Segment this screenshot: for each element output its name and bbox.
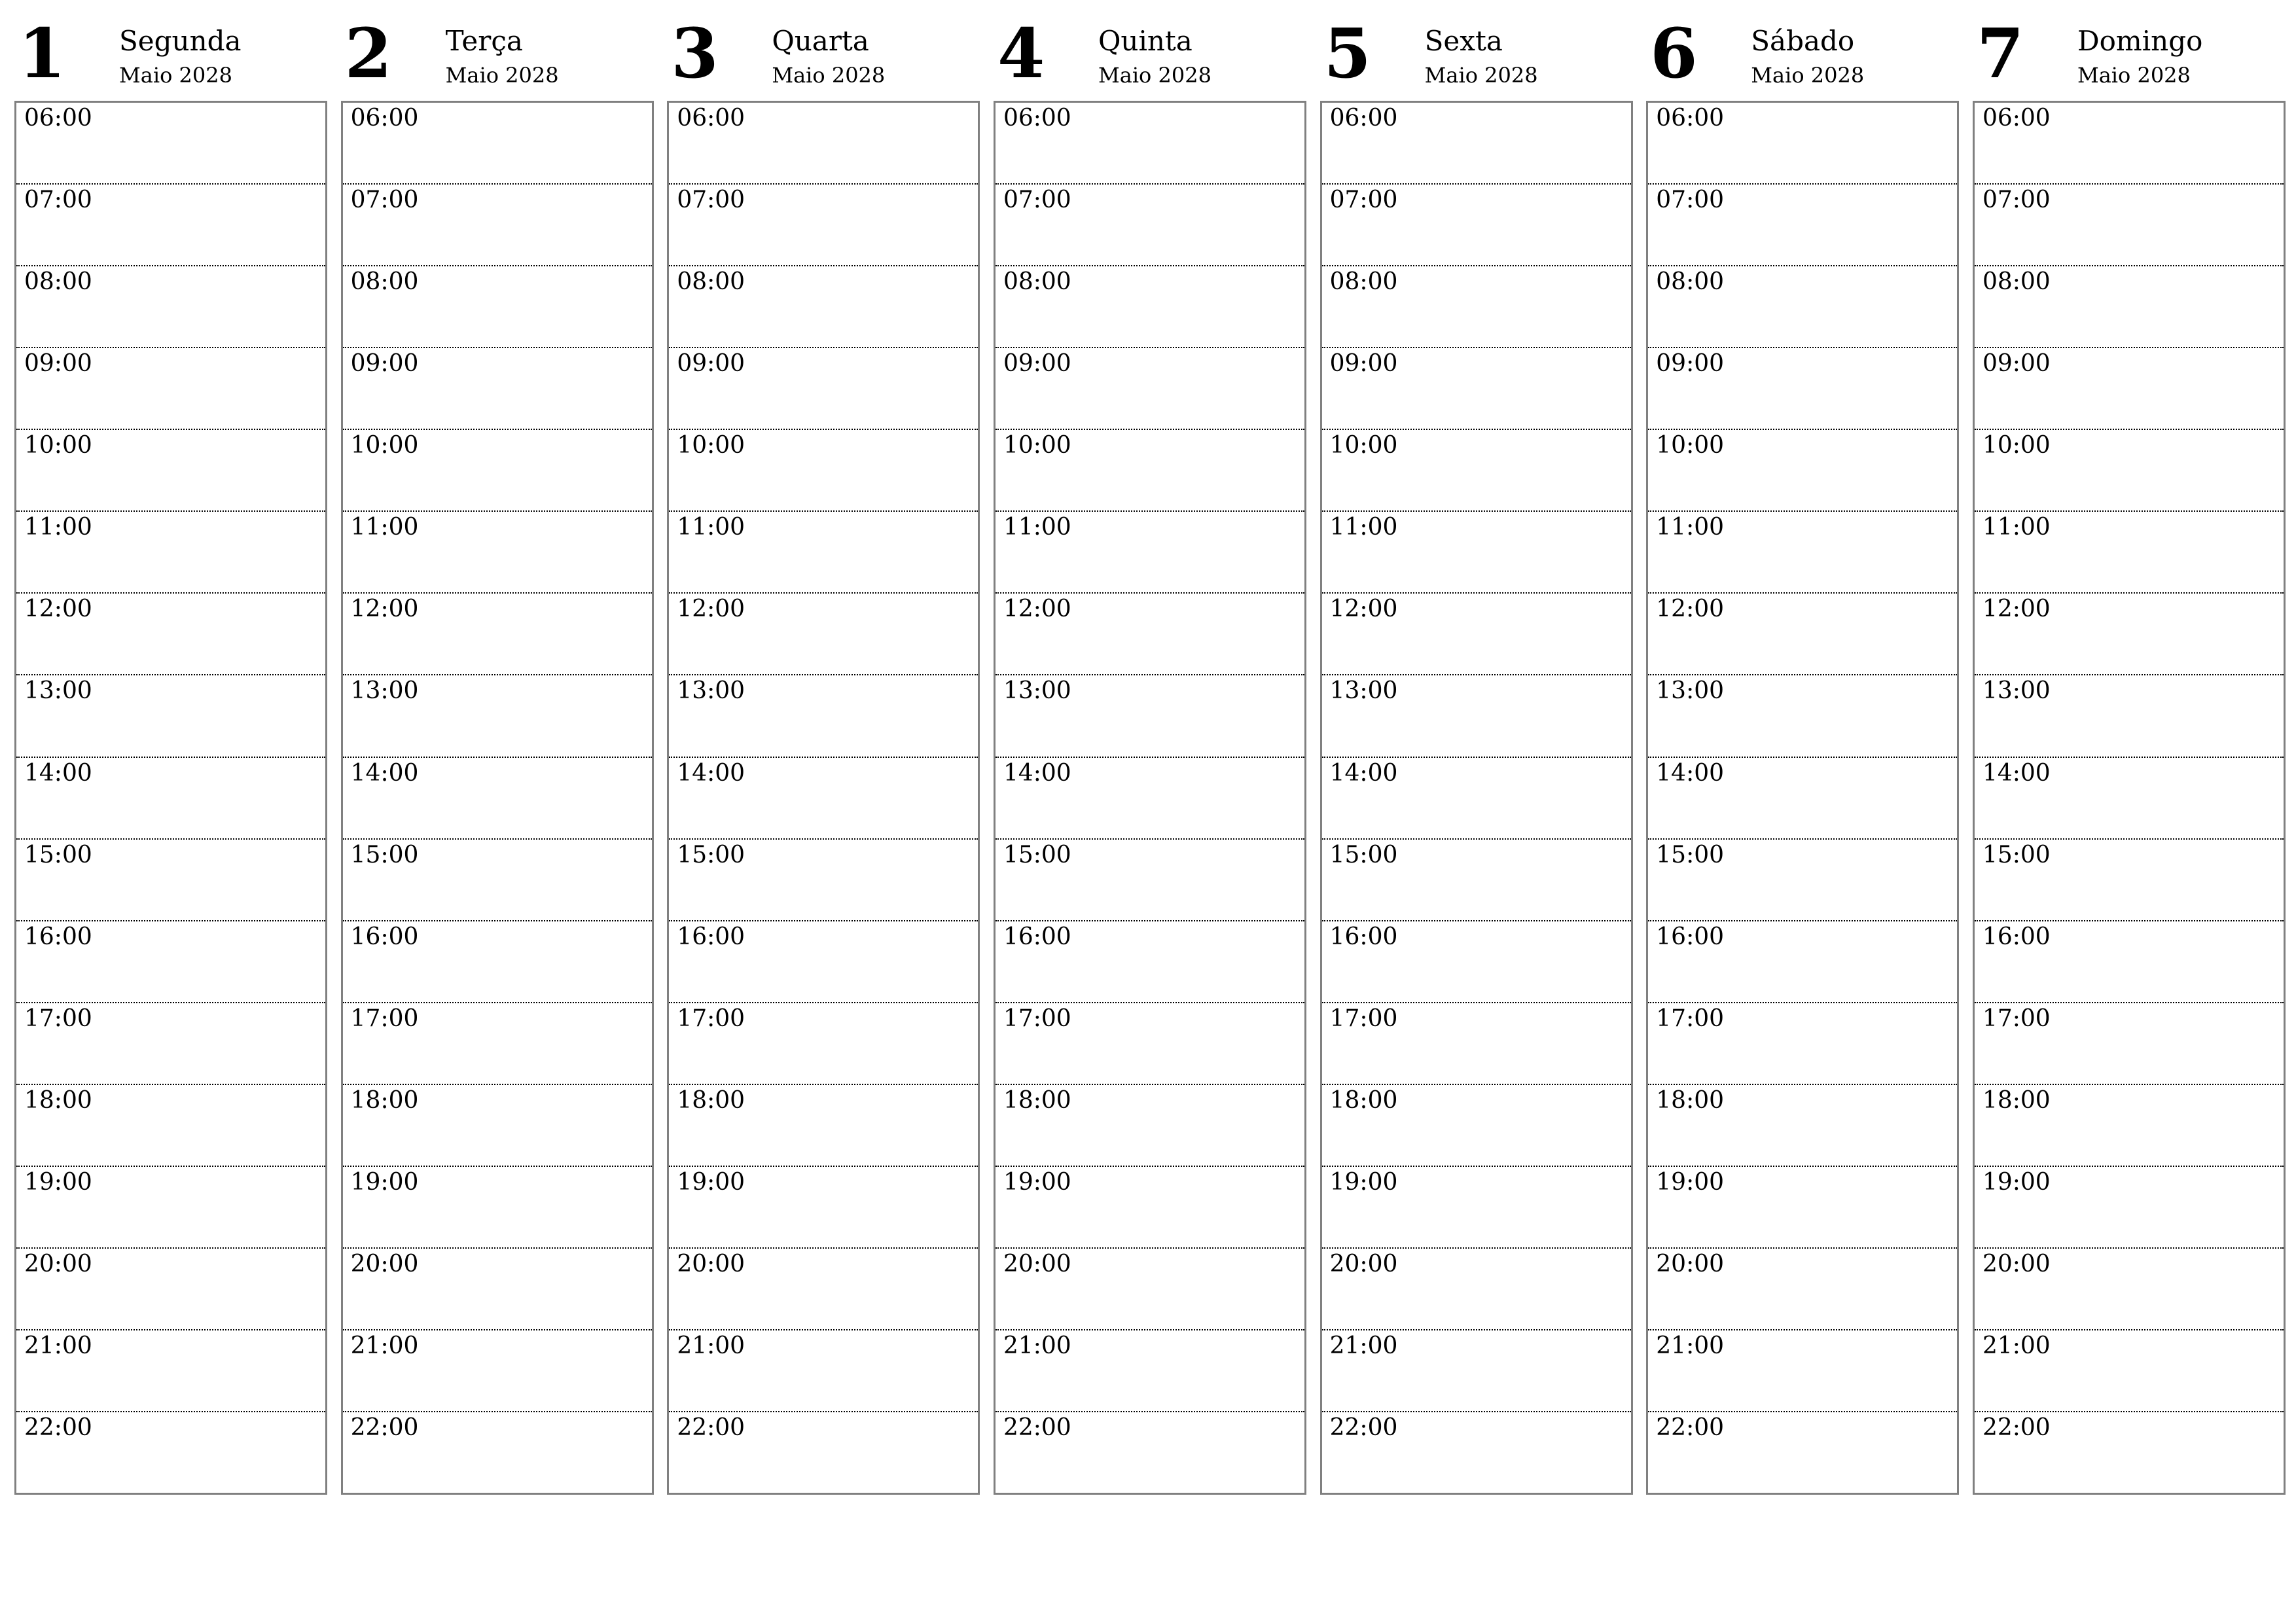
- hour-label: 16:00: [1003, 923, 1071, 950]
- hour-slot: [1648, 594, 1957, 675]
- hour-slot: [343, 1412, 652, 1493]
- hour-slot: [1975, 348, 2284, 430]
- day-number: 2: [344, 13, 393, 94]
- hour-slot: [669, 266, 978, 348]
- hour-label: 19:00: [677, 1168, 745, 1196]
- hour-label: 20:00: [24, 1250, 92, 1277]
- hour-label: 12:00: [350, 596, 419, 623]
- hour-label: 11:00: [1003, 514, 1071, 541]
- hour-label: 11:00: [677, 514, 745, 541]
- day-name: Segunda: [119, 25, 242, 57]
- hour-slot: [343, 348, 652, 430]
- hour-label: 08:00: [24, 268, 92, 296]
- day-schedule: [667, 101, 980, 1495]
- hour-slot: [16, 1085, 325, 1167]
- hour-slot: [1648, 1249, 1957, 1330]
- hour-slot: [1975, 430, 2284, 512]
- hour-slot: [1322, 185, 1631, 266]
- hour-label: 07:00: [24, 187, 92, 214]
- hour-label: 19:00: [1982, 1168, 2051, 1196]
- hour-label: 19:00: [1003, 1168, 1071, 1196]
- hour-slot: [1975, 840, 2284, 921]
- hour-slot: [1975, 512, 2284, 594]
- hour-slot: [1648, 266, 1957, 348]
- day-column: [1973, 13, 2286, 1495]
- hour-label: 08:00: [677, 268, 745, 296]
- hour-slot: [16, 512, 325, 594]
- hour-slot: [1975, 103, 2284, 185]
- hour-label: 22:00: [1982, 1414, 2051, 1441]
- hour-slot: [343, 266, 652, 348]
- day-name: Quinta: [1098, 25, 1193, 57]
- hour-label: 09:00: [677, 350, 745, 378]
- hour-label: 06:00: [1982, 105, 2051, 132]
- hour-slot: [16, 1330, 325, 1412]
- day-month-label: Maio 2028: [1424, 63, 1538, 88]
- hour-label: 13:00: [24, 677, 92, 705]
- day-schedule: [1320, 101, 1633, 1495]
- hour-slot: [343, 921, 652, 1003]
- hour-slot: [1322, 266, 1631, 348]
- hour-label: 21:00: [1003, 1332, 1071, 1359]
- hour-slot: [669, 185, 978, 266]
- hour-label: 09:00: [1656, 350, 1725, 378]
- hour-slot: [1648, 1085, 1957, 1167]
- hour-label: 14:00: [24, 759, 92, 787]
- hour-label: 20:00: [1656, 1250, 1725, 1277]
- hour-label: 06:00: [350, 105, 419, 132]
- hour-label: 14:00: [1329, 759, 1398, 787]
- hour-label: 09:00: [24, 350, 92, 378]
- hour-slot: [1322, 758, 1631, 840]
- hour-slot: [996, 103, 1304, 185]
- hour-label: 16:00: [1329, 923, 1398, 950]
- day-number: 5: [1323, 13, 1371, 94]
- day-schedule: [341, 101, 654, 1495]
- hour-label: 07:00: [1982, 187, 2051, 214]
- hour-slot: [996, 1249, 1304, 1330]
- hour-slot: [1975, 1003, 2284, 1085]
- hour-label: 11:00: [24, 514, 92, 541]
- weekly-planner: [14, 13, 2286, 1495]
- hour-slot: [1648, 840, 1957, 921]
- hour-slot: [343, 430, 652, 512]
- hour-slot: [1322, 675, 1631, 757]
- hour-slot: [16, 758, 325, 840]
- hour-label: 16:00: [1982, 923, 2051, 950]
- hour-label: 17:00: [350, 1005, 419, 1032]
- day-name: Sábado: [1751, 25, 1855, 57]
- hour-slot: [1322, 348, 1631, 430]
- day-header: [341, 13, 654, 101]
- hour-label: 10:00: [1329, 432, 1398, 459]
- hour-label: 12:00: [1656, 596, 1725, 623]
- hour-slot: [669, 675, 978, 757]
- hour-label: 21:00: [24, 1332, 92, 1359]
- hour-slot: [996, 348, 1304, 430]
- hour-slot: [16, 594, 325, 675]
- day-number: 4: [997, 13, 1045, 94]
- hour-slot: [16, 1249, 325, 1330]
- hour-slot: [1975, 1330, 2284, 1412]
- hour-slot: [343, 1085, 652, 1167]
- hour-slot: [996, 430, 1304, 512]
- hour-label: 11:00: [1329, 514, 1398, 541]
- hour-label: 09:00: [1003, 350, 1071, 378]
- hour-label: 07:00: [1656, 187, 1725, 214]
- hour-slot: [343, 185, 652, 266]
- hour-slot: [1975, 921, 2284, 1003]
- hour-label: 08:00: [1329, 268, 1398, 296]
- hour-label: 22:00: [1003, 1414, 1071, 1441]
- hour-label: 13:00: [1329, 677, 1398, 705]
- hour-slot: [669, 840, 978, 921]
- hour-label: 18:00: [1003, 1086, 1071, 1114]
- hour-slot: [1648, 185, 1957, 266]
- hour-label: 20:00: [1982, 1250, 2051, 1277]
- hour-slot: [669, 1249, 978, 1330]
- hour-slot: [996, 512, 1304, 594]
- hour-label: 17:00: [1982, 1005, 2051, 1032]
- hour-label: 11:00: [1982, 514, 2051, 541]
- hour-label: 14:00: [677, 759, 745, 787]
- hour-slot: [996, 266, 1304, 348]
- day-schedule: [14, 101, 327, 1495]
- hour-label: 19:00: [350, 1168, 419, 1196]
- day-column: [1320, 13, 1633, 1495]
- hour-slot: [1322, 1249, 1631, 1330]
- hour-label: 22:00: [350, 1414, 419, 1441]
- day-column: [994, 13, 1306, 1495]
- hour-slot: [1975, 1412, 2284, 1493]
- day-number: 7: [1976, 13, 2024, 94]
- hour-slot: [1648, 430, 1957, 512]
- hour-slot: [1648, 1412, 1957, 1493]
- hour-slot: [996, 675, 1304, 757]
- hour-label: 21:00: [1656, 1332, 1725, 1359]
- hour-label: 20:00: [677, 1250, 745, 1277]
- hour-slot: [1322, 512, 1631, 594]
- hour-slot: [1975, 758, 2284, 840]
- hour-label: 18:00: [677, 1086, 745, 1114]
- day-month-label: Maio 2028: [2077, 63, 2191, 88]
- hour-slot: [1322, 1167, 1631, 1249]
- hour-label: 08:00: [1656, 268, 1725, 296]
- hour-label: 06:00: [1656, 105, 1725, 132]
- hour-slot: [669, 512, 978, 594]
- day-number: 1: [18, 13, 66, 94]
- hour-slot: [1975, 1167, 2284, 1249]
- day-number: 3: [671, 13, 719, 94]
- hour-slot: [343, 594, 652, 675]
- hour-slot: [16, 348, 325, 430]
- hour-slot: [16, 921, 325, 1003]
- day-name: Quarta: [772, 25, 869, 57]
- hour-slot: [1648, 1167, 1957, 1249]
- hour-slot: [1648, 512, 1957, 594]
- day-month-label: Maio 2028: [1751, 63, 1865, 88]
- hour-slot: [996, 1003, 1304, 1085]
- hour-label: 10:00: [677, 432, 745, 459]
- hour-slot: [1975, 594, 2284, 675]
- hour-slot: [343, 758, 652, 840]
- hour-label: 21:00: [1329, 1332, 1398, 1359]
- hour-label: 21:00: [677, 1332, 745, 1359]
- hour-label: 14:00: [1656, 759, 1725, 787]
- hour-label: 07:00: [1329, 187, 1398, 214]
- hour-slot: [996, 921, 1304, 1003]
- hour-label: 19:00: [1656, 1168, 1725, 1196]
- hour-slot: [669, 1003, 978, 1085]
- hour-label: 11:00: [1656, 514, 1725, 541]
- hour-label: 15:00: [1656, 841, 1725, 868]
- hour-slot: [1648, 348, 1957, 430]
- hour-slot: [1322, 840, 1631, 921]
- day-column: [14, 13, 327, 1495]
- day-month-label: Maio 2028: [445, 63, 559, 88]
- day-schedule: [1973, 101, 2286, 1495]
- hour-label: 07:00: [1003, 187, 1071, 214]
- hour-label: 20:00: [350, 1250, 419, 1277]
- hour-slot: [1975, 675, 2284, 757]
- day-name: Terça: [445, 25, 523, 57]
- hour-label: 12:00: [1329, 596, 1398, 623]
- hour-slot: [1322, 1330, 1631, 1412]
- hour-slot: [1322, 430, 1631, 512]
- hour-label: 12:00: [24, 596, 92, 623]
- hour-slot: [996, 594, 1304, 675]
- hour-label: 16:00: [1656, 923, 1725, 950]
- hour-slot: [996, 840, 1304, 921]
- hour-label: 17:00: [1003, 1005, 1071, 1032]
- hour-label: 09:00: [350, 350, 419, 378]
- hour-label: 18:00: [1656, 1086, 1725, 1114]
- day-header: [1973, 13, 2286, 101]
- hour-label: 10:00: [350, 432, 419, 459]
- hour-slot: [343, 675, 652, 757]
- hour-slot: [343, 103, 652, 185]
- hour-label: 17:00: [24, 1005, 92, 1032]
- hour-label: 22:00: [1329, 1414, 1398, 1441]
- hour-slot: [343, 1330, 652, 1412]
- day-month-label: Maio 2028: [119, 63, 232, 88]
- hour-slot: [1322, 1085, 1631, 1167]
- hour-label: 13:00: [1982, 677, 2051, 705]
- day-number: 6: [1650, 13, 1698, 94]
- hour-slot: [1975, 185, 2284, 266]
- hour-label: 22:00: [1656, 1414, 1725, 1441]
- hour-label: 07:00: [677, 187, 745, 214]
- hour-slot: [1975, 266, 2284, 348]
- hour-label: 18:00: [24, 1086, 92, 1114]
- hour-label: 06:00: [24, 105, 92, 132]
- hour-slot: [343, 512, 652, 594]
- hour-label: 15:00: [677, 841, 745, 868]
- hour-slot: [669, 921, 978, 1003]
- hour-slot: [669, 1167, 978, 1249]
- hour-label: 20:00: [1329, 1250, 1398, 1277]
- hour-slot: [16, 185, 325, 266]
- hour-label: 11:00: [350, 514, 419, 541]
- day-schedule: [1646, 101, 1959, 1495]
- day-name: Sexta: [1424, 25, 1503, 57]
- day-column: [1646, 13, 1959, 1495]
- hour-slot: [1648, 103, 1957, 185]
- hour-label: 09:00: [1982, 350, 2051, 378]
- hour-label: 18:00: [1982, 1086, 2051, 1114]
- day-header: [994, 13, 1306, 101]
- hour-label: 18:00: [1329, 1086, 1398, 1114]
- hour-slot: [16, 1167, 325, 1249]
- hour-slot: [996, 1167, 1304, 1249]
- hour-label: 14:00: [350, 759, 419, 787]
- day-header: [667, 13, 980, 101]
- hour-slot: [16, 1412, 325, 1493]
- hour-label: 06:00: [677, 105, 745, 132]
- hour-label: 21:00: [1982, 1332, 2051, 1359]
- day-header: [1320, 13, 1633, 101]
- hour-slot: [1322, 1412, 1631, 1493]
- hour-label: 17:00: [1329, 1005, 1398, 1032]
- hour-slot: [669, 1085, 978, 1167]
- day-header: [14, 13, 327, 101]
- hour-slot: [343, 840, 652, 921]
- hour-slot: [996, 1412, 1304, 1493]
- hour-slot: [996, 1330, 1304, 1412]
- hour-label: 21:00: [350, 1332, 419, 1359]
- hour-slot: [16, 1003, 325, 1085]
- hour-label: 08:00: [1982, 268, 2051, 296]
- hour-slot: [996, 1085, 1304, 1167]
- hour-slot: [669, 1330, 978, 1412]
- hour-slot: [16, 430, 325, 512]
- hour-label: 09:00: [1329, 350, 1398, 378]
- day-month-label: Maio 2028: [1098, 63, 1211, 88]
- day-schedule: [994, 101, 1306, 1495]
- hour-label: 10:00: [24, 432, 92, 459]
- day-month-label: Maio 2028: [772, 63, 886, 88]
- hour-label: 12:00: [677, 596, 745, 623]
- hour-label: 16:00: [350, 923, 419, 950]
- hour-slot: [343, 1003, 652, 1085]
- hour-slot: [1975, 1249, 2284, 1330]
- hour-slot: [1648, 758, 1957, 840]
- hour-label: 13:00: [350, 677, 419, 705]
- hour-label: 10:00: [1656, 432, 1725, 459]
- hour-slot: [996, 185, 1304, 266]
- hour-label: 16:00: [24, 923, 92, 950]
- hour-label: 18:00: [350, 1086, 419, 1114]
- day-column: [667, 13, 980, 1495]
- hour-label: 10:00: [1982, 432, 2051, 459]
- hour-slot: [16, 675, 325, 757]
- hour-label: 08:00: [1003, 268, 1071, 296]
- hour-label: 08:00: [350, 268, 419, 296]
- hour-slot: [1322, 103, 1631, 185]
- hour-label: 12:00: [1982, 596, 2051, 623]
- hour-slot: [16, 103, 325, 185]
- hour-label: 19:00: [24, 1168, 92, 1196]
- hour-label: 15:00: [1329, 841, 1398, 868]
- hour-slot: [669, 103, 978, 185]
- hour-label: 20:00: [1003, 1250, 1071, 1277]
- hour-label: 22:00: [24, 1414, 92, 1441]
- hour-label: 15:00: [350, 841, 419, 868]
- hour-slot: [1322, 921, 1631, 1003]
- day-column: [341, 13, 654, 1495]
- hour-label: 06:00: [1003, 105, 1071, 132]
- hour-slot: [343, 1249, 652, 1330]
- hour-slot: [1648, 675, 1957, 757]
- hour-label: 17:00: [1656, 1005, 1725, 1032]
- day-header: [1646, 13, 1959, 101]
- hour-label: 17:00: [677, 1005, 745, 1032]
- hour-label: 14:00: [1003, 759, 1071, 787]
- day-name: Domingo: [2077, 25, 2203, 57]
- hour-slot: [669, 430, 978, 512]
- hour-slot: [669, 1412, 978, 1493]
- hour-label: 16:00: [677, 923, 745, 950]
- hour-label: 12:00: [1003, 596, 1071, 623]
- hour-label: 07:00: [350, 187, 419, 214]
- hour-label: 22:00: [677, 1414, 745, 1441]
- hour-slot: [16, 266, 325, 348]
- hour-slot: [669, 594, 978, 675]
- hour-slot: [1975, 1085, 2284, 1167]
- hour-slot: [669, 758, 978, 840]
- hour-slot: [669, 348, 978, 430]
- hour-label: 14:00: [1982, 759, 2051, 787]
- hour-label: 10:00: [1003, 432, 1071, 459]
- hour-label: 13:00: [677, 677, 745, 705]
- hour-slot: [1322, 594, 1631, 675]
- hour-label: 13:00: [1003, 677, 1071, 705]
- hour-slot: [996, 758, 1304, 840]
- hour-label: 06:00: [1329, 105, 1398, 132]
- hour-label: 13:00: [1656, 677, 1725, 705]
- hour-label: 15:00: [24, 841, 92, 868]
- hour-label: 15:00: [1003, 841, 1071, 868]
- hour-label: 19:00: [1329, 1168, 1398, 1196]
- hour-slot: [343, 1167, 652, 1249]
- hour-slot: [16, 840, 325, 921]
- hour-slot: [1648, 1003, 1957, 1085]
- hour-slot: [1648, 1330, 1957, 1412]
- hour-label: 15:00: [1982, 841, 2051, 868]
- hour-slot: [1648, 921, 1957, 1003]
- hour-slot: [1322, 1003, 1631, 1085]
